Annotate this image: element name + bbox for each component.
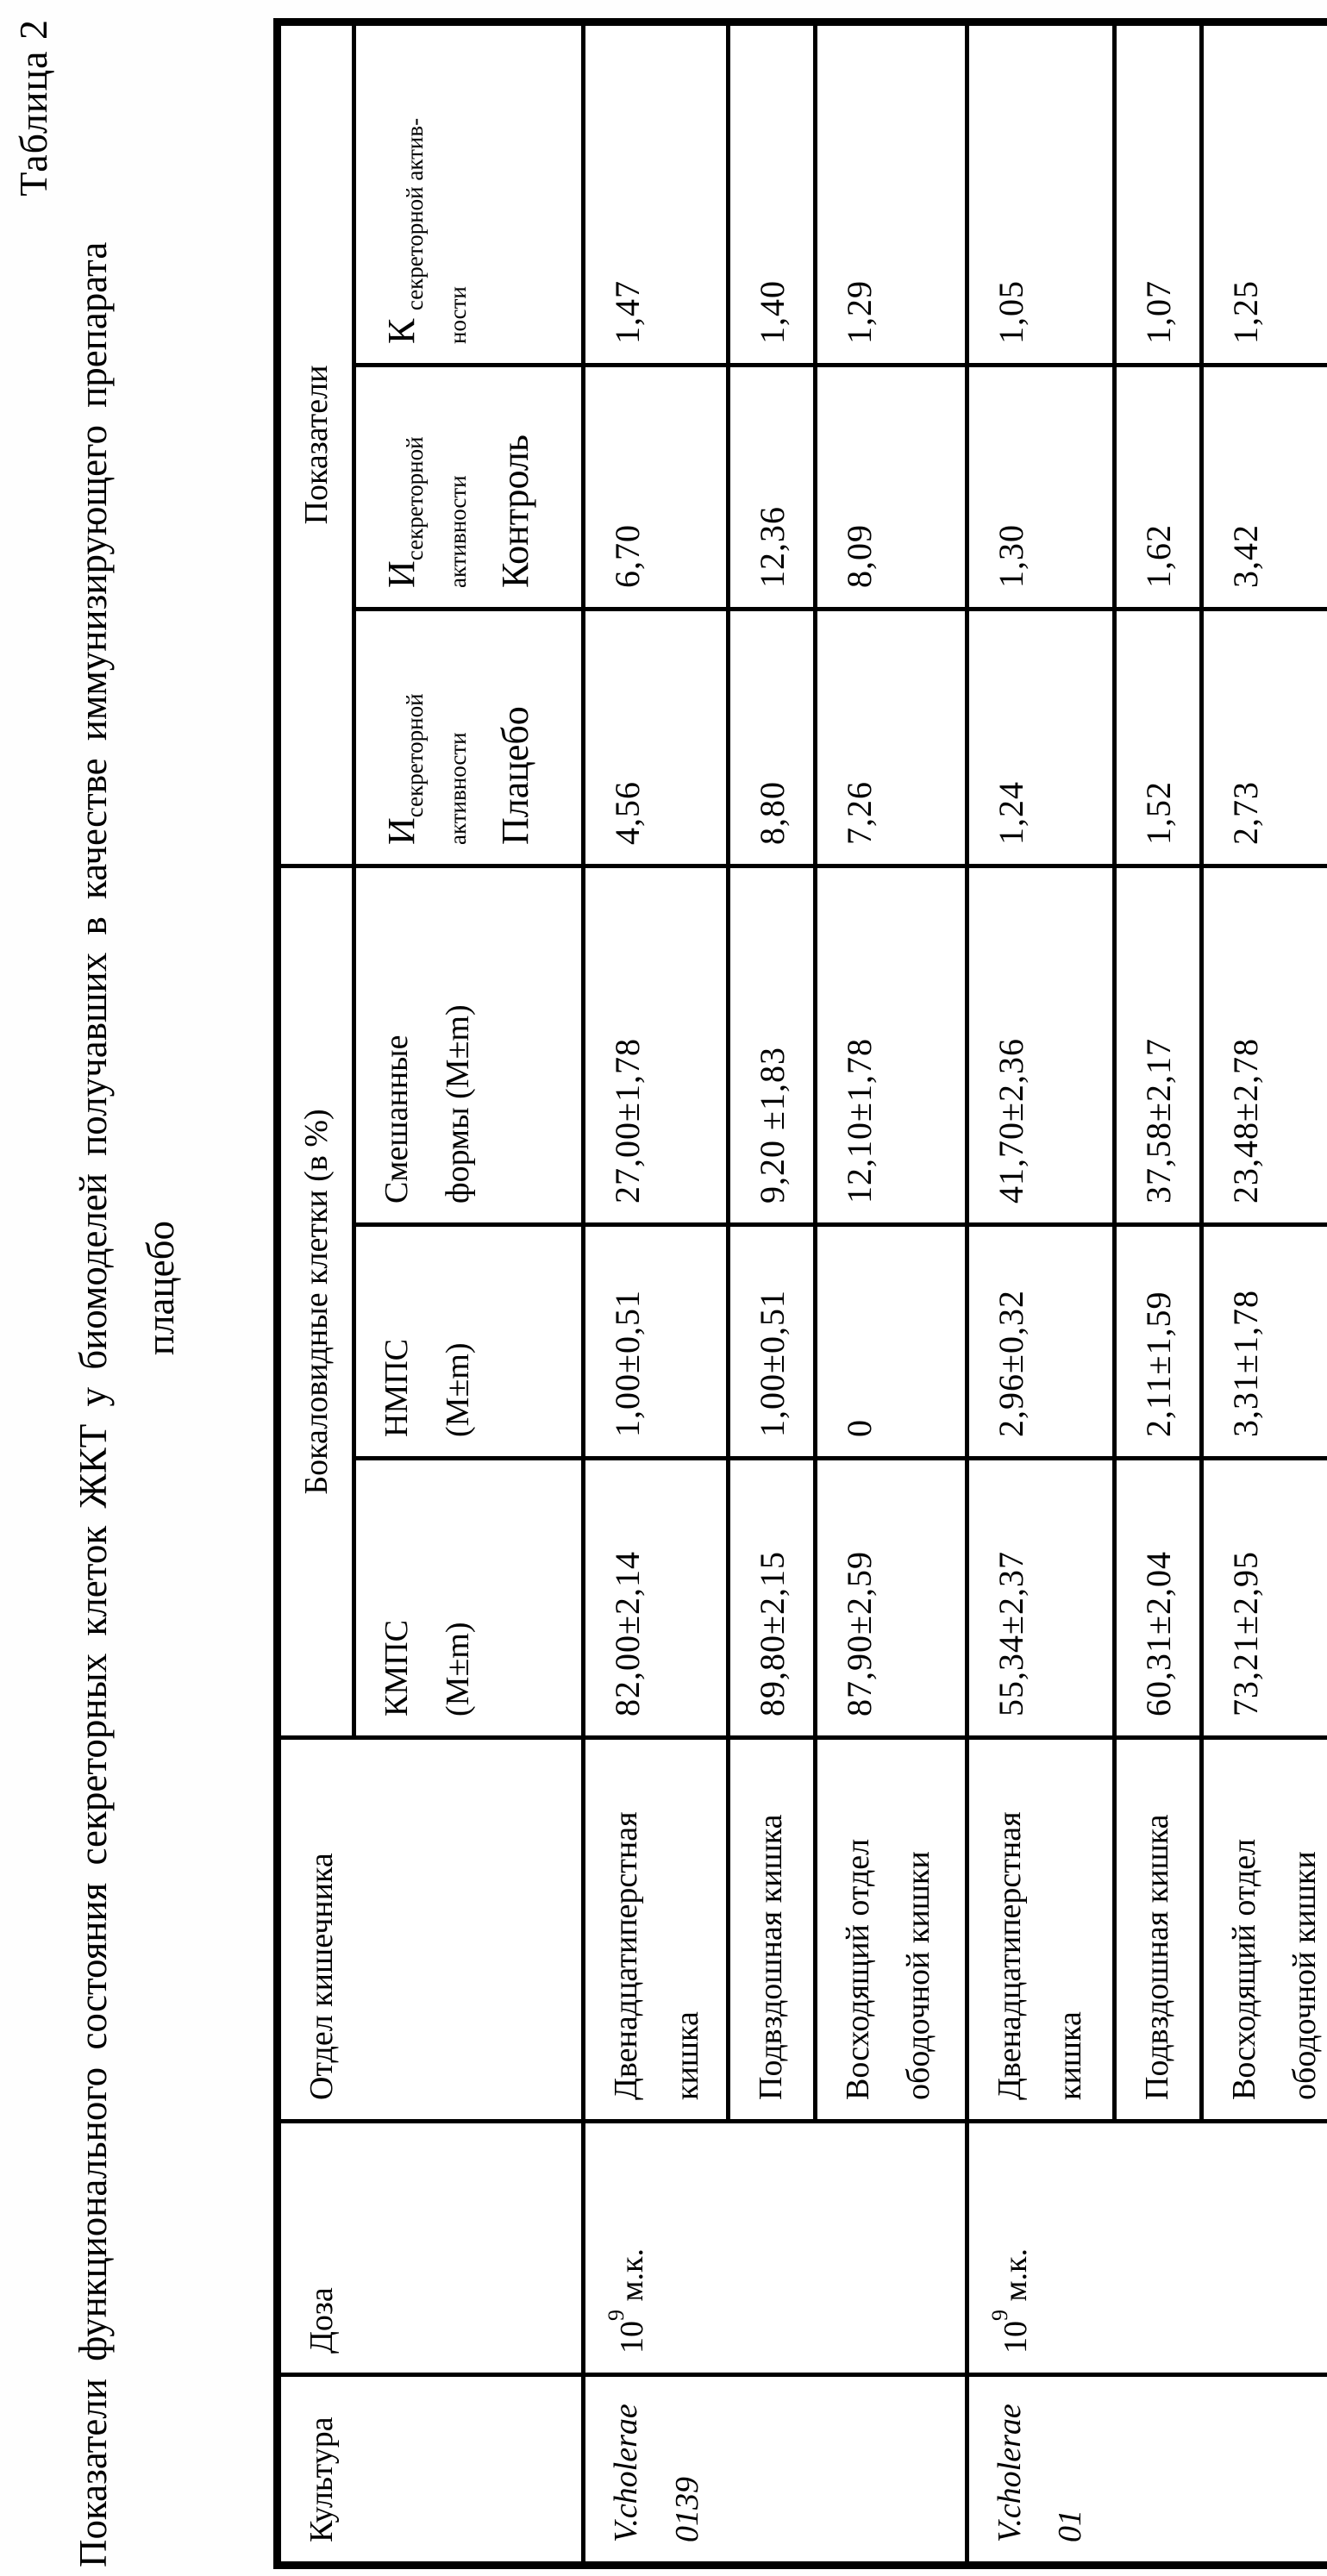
nmps-value: 2,11±1,59 — [1114, 1225, 1201, 1459]
mixed-forms-value: 27,00±1,78 — [584, 866, 729, 1224]
table-number-label: Таблица 2 — [11, 19, 55, 197]
nmps-value: 1,00±0,51 — [728, 1225, 815, 1459]
coefficient-value: 1,05 — [967, 22, 1114, 365]
culture-cell-group1: V.cholerae 0139 — [584, 2375, 967, 2566]
col-header-nmps: НМПС (М±m) — [354, 1225, 584, 1459]
control-index-value: 1,30 — [967, 365, 1114, 609]
coefficient-value: 1,29 — [815, 22, 967, 365]
col-header-secretory-index-control: $И_{секреторной}$ активности Контроль — [354, 365, 584, 609]
control-index-value: 1,62 — [1114, 365, 1201, 609]
mixed-forms-value: 9,20 ±1,83 — [728, 866, 815, 1224]
intestine-section-cell: Двенадцатиперстная кишка — [967, 1738, 1114, 2122]
nmps-value: 1,00±0,51 — [584, 1225, 729, 1459]
table-caption-line1: Показатели функционального состояния секреторных клеток ЖКТ у биомоделей получавших в качестве иммунизирующего препарата — [72, 241, 115, 2567]
group-header-goblet-cells: Бокаловидные клетки (в %) — [278, 866, 354, 1737]
table-row — [967, 22, 1114, 2565]
placebo-index-value: 1,24 — [967, 609, 1114, 866]
intestine-section-cell: Двенадцатиперстная кишка — [584, 1738, 729, 2122]
col-header-dose: Доза — [278, 2122, 584, 2375]
intestine-section-cell: Восходящий отдел ободочной кишки — [815, 1738, 967, 2122]
kmps-value: 55,34±2,37 — [967, 1459, 1114, 1738]
coefficient-value: 1,47 — [584, 22, 729, 365]
mixed-forms-value: 41,70±2,36 — [967, 866, 1114, 1224]
coefficient-value: 1,07 — [1114, 22, 1201, 365]
placebo-index-value: 4,56 — [584, 609, 729, 866]
data-table — [273, 18, 1327, 2569]
col-header-kmps: КМПС (М±m) — [354, 1459, 584, 1738]
col-header-intestine-section: Отдел кишечника — [278, 1738, 584, 2122]
intestine-section-cell: Подвздошная кишка — [1114, 1738, 1201, 2122]
kmps-value: 73,21±2,95 — [1201, 1459, 1327, 1738]
mixed-forms-value: 23,48±2,78 — [1201, 866, 1327, 1224]
control-index-value: 12,36 — [728, 365, 815, 609]
control-index-value: 3,42 — [1201, 365, 1327, 609]
group-header-indicators: Показатели — [278, 22, 354, 866]
mixed-forms-value: 12,10±1,78 — [815, 866, 967, 1224]
culture-cell-group2: V.cholerae 01 — [967, 2375, 1327, 2566]
nmps-value: 3,31±1,78 — [1201, 1225, 1327, 1459]
intestine-section-cell: Подвздошная кишка — [728, 1738, 815, 2122]
col-header-mixed-forms: Смешанные формы (М±m) — [354, 866, 584, 1224]
placebo-index-value: 8,80 — [728, 609, 815, 866]
intestine-section-cell: Восходящий отдел ободочной кишки — [1201, 1738, 1327, 2122]
mixed-forms-value: 37,58±2,17 — [1114, 866, 1201, 1224]
nmps-value: 2,96±0,32 — [967, 1225, 1114, 1459]
coefficient-value: 1,40 — [728, 22, 815, 365]
table-caption-line2: плацебо — [139, 1221, 182, 1355]
col-header-secretory-index-placebo: $И_{секреторной}$ активности Плацебо — [354, 609, 584, 866]
coefficient-value: 1,25 — [1201, 22, 1327, 365]
header-tier1-row — [278, 22, 354, 2565]
placebo-index-value: 7,26 — [815, 609, 967, 866]
kmps-value: 87,90±2,59 — [815, 1459, 967, 1738]
table-row — [584, 22, 729, 2565]
kmps-value: 82,00±2,14 — [584, 1459, 729, 1738]
col-header-culture: Культура — [278, 2375, 584, 2566]
control-index-value: 6,70 — [584, 365, 729, 609]
dose-cell-group2: $10^9$ м.к. — [967, 2122, 1327, 2375]
nmps-value: 0 — [815, 1225, 967, 1459]
kmps-value: 60,31±2,04 — [1114, 1459, 1201, 1738]
control-index-value: 8,09 — [815, 365, 967, 609]
col-header-secretory-coefficient: К $_{секреторной актив-}$ ности — [354, 22, 584, 365]
placebo-index-value: 1,52 — [1114, 609, 1201, 866]
kmps-value: 89,80±2,15 — [728, 1459, 815, 1738]
placebo-index-value: 2,73 — [1201, 609, 1327, 866]
dose-cell-group1: $10^9$ м.к. — [584, 2122, 967, 2375]
